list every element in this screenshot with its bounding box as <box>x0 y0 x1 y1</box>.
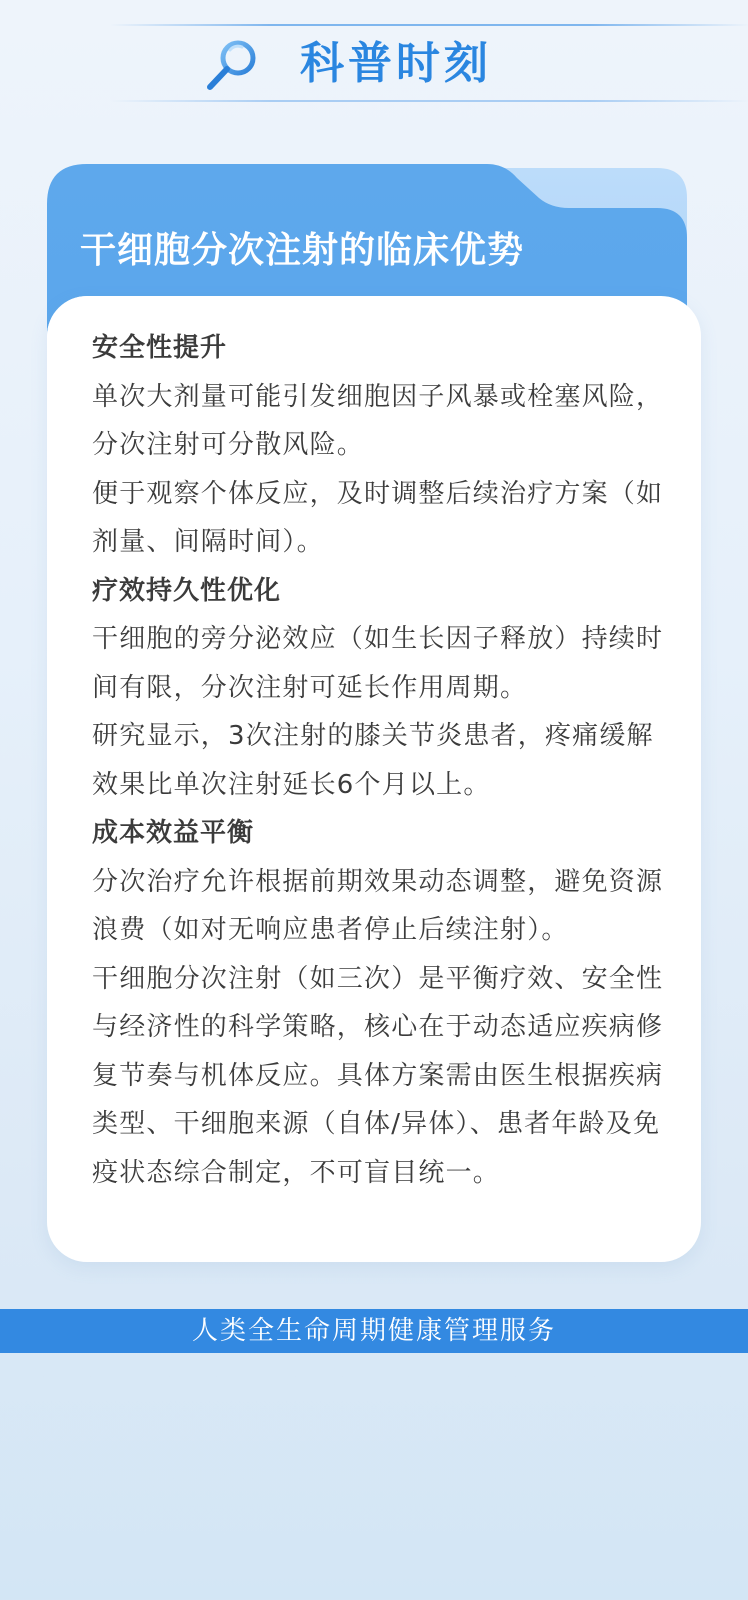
section-paragraph: 干细胞分次注射（如三次）是平衡疗效、安全性与经济性的科学策略，核心在于动态适应疾病修复节奏与机体反应。具体方案需由医生根据疾病类型、干细胞来源（自体/异体）、患者年龄及免疫状态综合制定，不可盲目统一。 <box>92 963 664 1188</box>
section-paragraph: 分次治疗允许根据前期效果动态调整，避免资源浪费（如对无响应患者停止后续注射）。 <box>92 866 664 945</box>
page-title: 科普时刻 <box>300 38 492 89</box>
section-heading: 成本效益平衡 <box>92 818 255 848</box>
section-heading: 疗效持久性优化 <box>92 575 282 606</box>
section-paragraph: 单次大剂量可能引发细胞因子风暴或栓塞风险，分次注射可分散风险。 <box>92 381 664 460</box>
section-heading: 安全性提升 <box>92 333 228 363</box>
footer-slogan: 人类全生命周期健康管理服务 <box>191 1316 556 1346</box>
card-title: 干细胞分次注射的临床优势 <box>80 230 525 271</box>
info-card <box>47 164 701 1262</box>
section-paragraph: 研究显示，3次注射的膝关节炎患者，疼痛缓解效果比单次注射延长6个月以上。 <box>92 721 654 800</box>
header-banner <box>0 0 748 110</box>
header-divider-bottom <box>110 100 748 102</box>
card-content <box>92 324 672 1197</box>
header-divider-top <box>110 24 748 26</box>
magnifier-icon <box>206 36 262 92</box>
section-paragraph: 便于观察个体反应，及时调整后续治疗方案（如剂量、间隔时间）。 <box>92 478 664 557</box>
section-paragraph: 干细胞的旁分泌效应（如生长因子释放）持续时间有限，分次注射可延长作用周期。 <box>92 624 664 703</box>
